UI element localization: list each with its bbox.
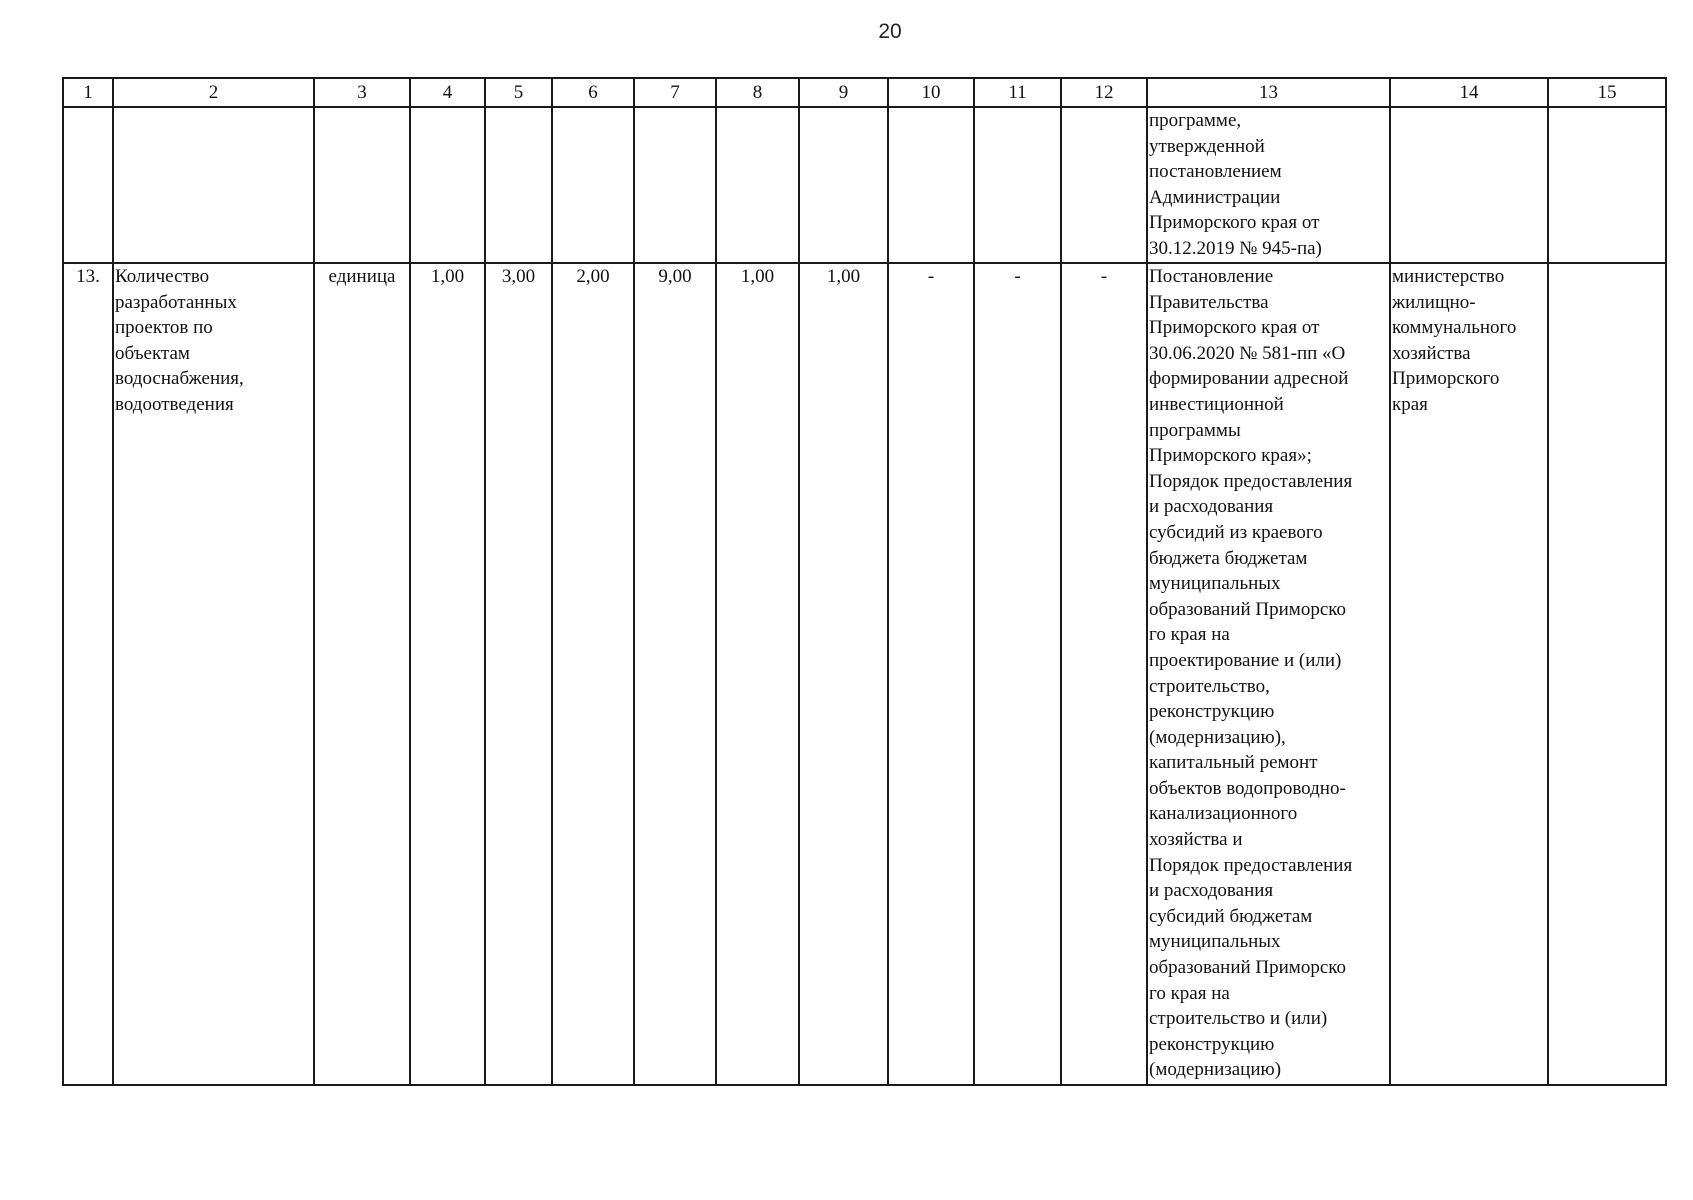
cell-empty [552, 107, 634, 263]
continuation-row [63, 107, 1666, 263]
cell-empty [410, 107, 485, 263]
row-number: 13. [63, 263, 113, 1085]
table-row [63, 263, 1666, 1085]
value-col-15 [1548, 263, 1666, 1085]
value-col-4: 1,00 [410, 263, 485, 1085]
column-header-12: 12 [1061, 78, 1147, 107]
indicators-table [62, 77, 1667, 1086]
value-col-6: 2,00 [552, 263, 634, 1085]
column-header-6: 6 [552, 78, 634, 107]
cell-empty [634, 107, 716, 263]
column-header-11: 11 [974, 78, 1061, 107]
column-header-15: 15 [1548, 78, 1666, 107]
cell-empty [716, 107, 799, 263]
value-col-10: - [888, 263, 974, 1085]
value-col-8: 1,00 [716, 263, 799, 1085]
column-header-14: 14 [1390, 78, 1548, 107]
legal-basis-text: Постановление Правительства Приморского края от 30.06.2020 № 581-пп «О формировании адресной инвестиционной программы Приморского края»; Порядок предоставления и расходования субсидий из краевого бюджета бюджетам муниципальных образований Приморско го края на проектирование и (или) строительство, реконструкцию (модернизацию), капитальный ремонт объектов водопроводно- канализационного хозяйства и Порядок предоставления и расходования субсидий бюджетам муниципальных образований Приморско го края на строительство и (или) реконструкцию (модернизацию) [1147, 263, 1390, 1085]
cell-empty [63, 107, 113, 263]
column-header-7: 7 [634, 78, 716, 107]
column-header-8: 8 [716, 78, 799, 107]
column-header-10: 10 [888, 78, 974, 107]
value-col-5: 3,00 [485, 263, 552, 1085]
cell-empty [799, 107, 888, 263]
column-header-13: 13 [1147, 78, 1390, 107]
cell-empty [1390, 107, 1548, 263]
cell-empty [1548, 107, 1666, 263]
responsible-body: министерство жилищно- коммунального хозяйства Приморского края [1390, 263, 1548, 1085]
column-header-3: 3 [314, 78, 410, 107]
column-header-4: 4 [410, 78, 485, 107]
cell-empty [888, 107, 974, 263]
cell-empty [113, 107, 314, 263]
value-col-7: 9,00 [634, 263, 716, 1085]
column-header-2: 2 [113, 78, 314, 107]
continued-basis-text: программе, утвержденной постановлением Администрации Приморского края от 30.12.2019 № 945-па) [1147, 107, 1390, 263]
cell-empty [314, 107, 410, 263]
header-row [63, 78, 1666, 107]
cell-empty [974, 107, 1061, 263]
unit-of-measure: единица [314, 263, 410, 1085]
value-col-9: 1,00 [799, 263, 888, 1085]
cell-empty [485, 107, 552, 263]
value-col-11: - [974, 263, 1061, 1085]
indicator-name: Количество разработанных проектов по объектам водоснабжения, водоотведения [113, 263, 314, 1085]
column-header-9: 9 [799, 78, 888, 107]
column-header-1: 1 [63, 78, 113, 107]
column-header-5: 5 [485, 78, 552, 107]
value-col-12: - [1061, 263, 1147, 1085]
page-number: 20 [878, 20, 902, 43]
cell-empty [1061, 107, 1147, 263]
